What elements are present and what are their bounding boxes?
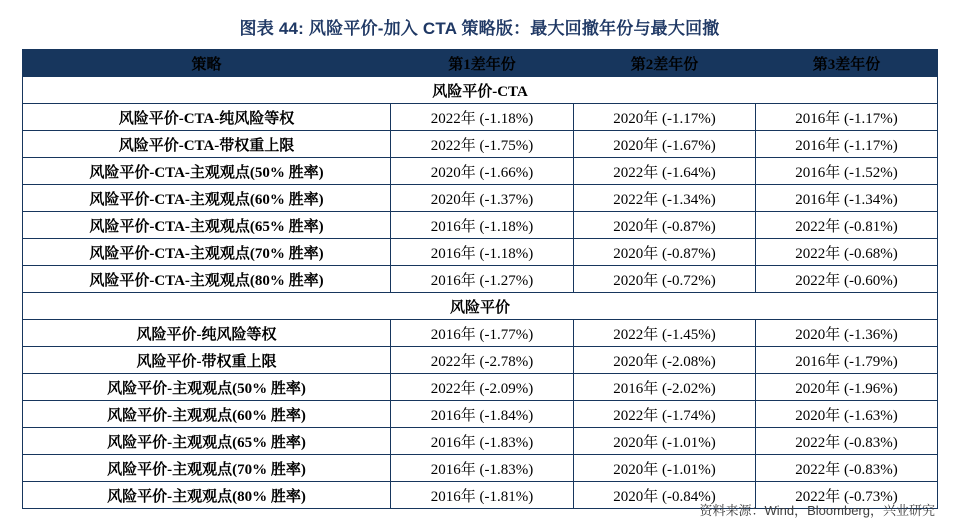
- group-label: 风险平价-CTA: [23, 77, 938, 104]
- strategy-label: 风险平价-主观观点(70% 胜率): [23, 455, 391, 482]
- drawdown-cell: 2016年 (-1.81%): [391, 482, 574, 509]
- drawdown-cell: 2020年 (-0.84%): [574, 482, 756, 509]
- drawdown-cell: 2016年 (-1.34%): [756, 185, 938, 212]
- drawdown-cell: 2020年 (-0.72%): [574, 266, 756, 293]
- group-header-row: [23, 77, 938, 104]
- drawdown-cell: 2022年 (-1.45%): [574, 320, 756, 347]
- drawdown-cell: 2020年 (-0.87%): [574, 212, 756, 239]
- drawdown-cell: 2016年 (-1.83%): [391, 455, 574, 482]
- drawdown-cell: 2016年 (-1.52%): [756, 158, 938, 185]
- drawdown-cell: 2020年 (-1.37%): [391, 185, 574, 212]
- drawdown-cell: 2022年 (-0.60%): [756, 266, 938, 293]
- drawdown-cell: 2022年 (-1.34%): [574, 185, 756, 212]
- table-row: [23, 320, 938, 347]
- strategy-label: 风险平价-主观观点(65% 胜率): [23, 428, 391, 455]
- drawdown-cell: 2020年 (-2.08%): [574, 347, 756, 374]
- drawdown-cell: 2022年 (-0.73%): [756, 482, 938, 509]
- strategy-label: 风险平价-带权重上限: [23, 347, 391, 374]
- strategy-label: 风险平价-CTA-主观观点(65% 胜率): [23, 212, 391, 239]
- drawdown-cell: 2020年 (-1.17%): [574, 104, 756, 131]
- table-row: [23, 239, 938, 266]
- table-container: [0, 49, 959, 509]
- drawdown-cell: 2022年 (-1.18%): [391, 104, 574, 131]
- strategy-label: 风险平价-纯风险等权: [23, 320, 391, 347]
- drawdown-cell: 2016年 (-1.79%): [756, 347, 938, 374]
- drawdown-cell: 2022年 (-2.09%): [391, 374, 574, 401]
- drawdown-cell: 2022年 (-0.68%): [756, 239, 938, 266]
- drawdown-cell: 2020年 (-1.67%): [574, 131, 756, 158]
- source-note: 资料来源：Wind，Bloomberg，兴业研究: [699, 503, 935, 518]
- column-header-worst-3: 第3差年份: [756, 50, 938, 77]
- strategy-label: 风险平价-CTA-主观观点(80% 胜率): [23, 266, 391, 293]
- drawdown-cell: 2022年 (-1.74%): [574, 401, 756, 428]
- table-row: [23, 401, 938, 428]
- table-row: [23, 185, 938, 212]
- strategy-label: 风险平价-CTA-主观观点(50% 胜率): [23, 158, 391, 185]
- column-header-worst-2: 第2差年份: [574, 50, 756, 77]
- strategy-label: 风险平价-主观观点(60% 胜率): [23, 401, 391, 428]
- strategy-label: 风险平价-CTA-带权重上限: [23, 131, 391, 158]
- drawdown-cell: 2022年 (-1.64%): [574, 158, 756, 185]
- table-row: [23, 212, 938, 239]
- drawdown-cell: 2020年 (-0.87%): [574, 239, 756, 266]
- drawdown-cell: 2020年 (-1.96%): [756, 374, 938, 401]
- table-row: [23, 131, 938, 158]
- drawdown-cell: 2020年 (-1.01%): [574, 428, 756, 455]
- table-row: [23, 104, 938, 131]
- drawdown-cell: 2020年 (-1.66%): [391, 158, 574, 185]
- header-row: [23, 50, 938, 77]
- drawdown-table: [22, 49, 938, 509]
- drawdown-cell: 2016年 (-1.27%): [391, 266, 574, 293]
- strategy-label: 风险平价-主观观点(50% 胜率): [23, 374, 391, 401]
- drawdown-cell: 2022年 (-0.83%): [756, 455, 938, 482]
- page-title: 图表 44: 风险平价-加入 CTA 策略版：最大回撤年份与最大回撤: [239, 19, 720, 38]
- drawdown-cell: 2016年 (-1.84%): [391, 401, 574, 428]
- drawdown-cell: 2022年 (-0.81%): [756, 212, 938, 239]
- table-body: [23, 77, 938, 509]
- table-row: [23, 158, 938, 185]
- drawdown-cell: 2020年 (-1.36%): [756, 320, 938, 347]
- table-row: [23, 347, 938, 374]
- strategy-label: 风险平价-主观观点(80% 胜率): [23, 482, 391, 509]
- group-label: 风险平价: [23, 293, 938, 320]
- table-row: [23, 455, 938, 482]
- drawdown-cell: 2016年 (-1.17%): [756, 131, 938, 158]
- drawdown-cell: 2020年 (-1.01%): [574, 455, 756, 482]
- table-row: [23, 428, 938, 455]
- table-row: [23, 374, 938, 401]
- drawdown-cell: 2022年 (-0.83%): [756, 428, 938, 455]
- group-header-row: [23, 293, 938, 320]
- table-header: [23, 50, 938, 77]
- drawdown-cell: 2020年 (-1.63%): [756, 401, 938, 428]
- drawdown-cell: 2016年 (-1.18%): [391, 239, 574, 266]
- strategy-label: 风险平价-CTA-主观观点(70% 胜率): [23, 239, 391, 266]
- drawdown-cell: 2016年 (-1.83%): [391, 428, 574, 455]
- strategy-label: 风险平价-CTA-主观观点(60% 胜率): [23, 185, 391, 212]
- table-row: [23, 266, 938, 293]
- drawdown-cell: 2016年 (-1.77%): [391, 320, 574, 347]
- drawdown-cell: 2016年 (-1.17%): [756, 104, 938, 131]
- drawdown-cell: 2022年 (-1.75%): [391, 131, 574, 158]
- drawdown-cell: 2022年 (-2.78%): [391, 347, 574, 374]
- column-header-worst-1: 第1差年份: [391, 50, 574, 77]
- drawdown-cell: 2016年 (-2.02%): [574, 374, 756, 401]
- strategy-label: 风险平价-CTA-纯风险等权: [23, 104, 391, 131]
- drawdown-cell: 2016年 (-1.18%): [391, 212, 574, 239]
- column-header-strategy: 策略: [23, 50, 391, 77]
